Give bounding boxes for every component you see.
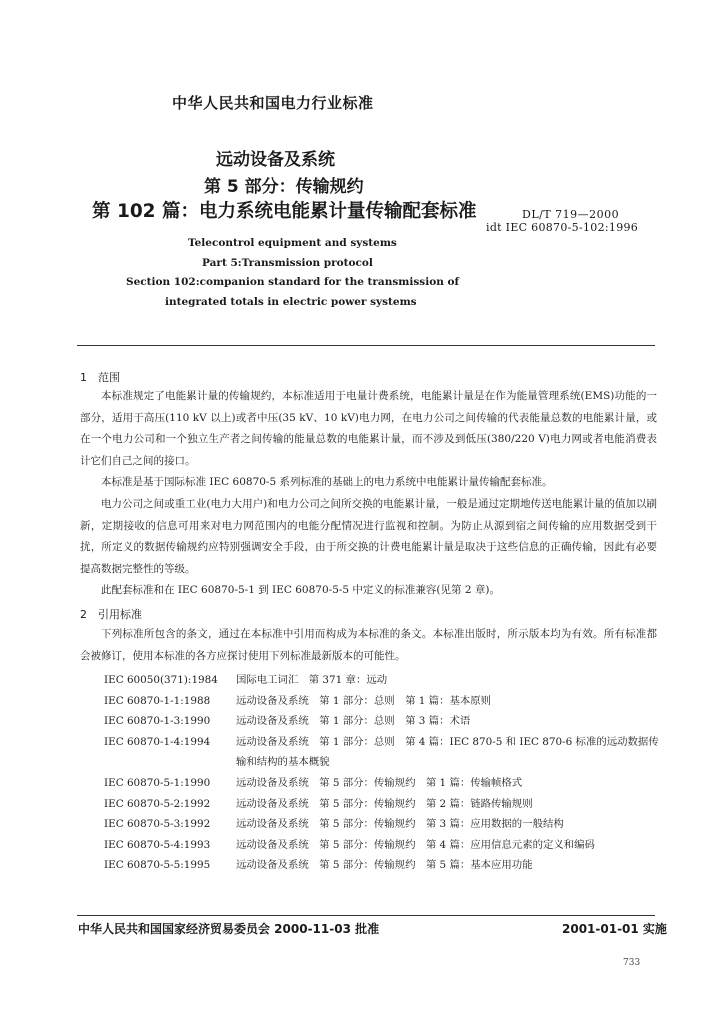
section-title: 引用标准 bbox=[98, 608, 142, 621]
reference-code: IEC 60870-5-2:1992 bbox=[104, 797, 211, 810]
reference-code: IEC 60870-5-3:1992 bbox=[104, 818, 211, 831]
reference-title: 远动设备及系统 第 1 部分：总则 第 1 篇：基本原则 bbox=[236, 694, 492, 707]
reference-title: 国际电工词汇 第 371 章：远动 bbox=[236, 674, 388, 686]
reference-item bbox=[104, 773, 660, 794]
reference-item bbox=[104, 691, 660, 712]
reference-title: 远动设备及系统 第 5 部分：传输规约 第 4 篇：应用信息元素的定义和编码 bbox=[236, 838, 595, 851]
header-divider bbox=[77, 345, 655, 346]
footer-divider bbox=[77, 915, 655, 916]
reference-item bbox=[104, 711, 660, 732]
paragraph: 本标准规定了电能累计量的传输规约，本标准适用于电量计费系统，电能累计量是在作为能量管理系统(EMS)功能的一部分，适用于高压(110 kV 以上)或者中压(35 kV、10 kV)电力网，在电力公司之间传输的代表能量总数的电能累计量，或在一个电力公司和一个独立生产者之间传输的能量总数的电能累计量，而不涉及到低压(380/220 V)电力网或者电能消费表计它们自己之间的接口。 bbox=[80, 390, 657, 467]
reference-list bbox=[104, 670, 660, 876]
reference-title: 远动设备及系统 第 5 部分：传输规约 第 3 篇：应用数据的一般结构 bbox=[236, 818, 564, 831]
reference-code: IEC 60870-1-4:1994 bbox=[104, 735, 211, 748]
reference-title: 远动设备及系统 第 5 部分：传输规约 第 5 篇：基本应用功能 bbox=[236, 859, 533, 872]
reference-code: IEC 60050(371):1984 bbox=[104, 674, 218, 686]
page-number: 733 bbox=[623, 958, 641, 968]
reference-title: 远动设备及系统 第 5 部分：传输规约 第 1 篇：传输帧格式 bbox=[236, 776, 523, 789]
standard-code: DL/T 719—2000 bbox=[522, 208, 620, 221]
reference-item bbox=[104, 670, 660, 691]
reference-title: 远动设备及系统 第 1 部分：总则 第 3 篇：术语 bbox=[236, 715, 471, 728]
title-en-line1: Telecontrol equipment and systems bbox=[188, 237, 397, 249]
title-cn-line3: 第 102 篇：电力系统电能累计量传输配套标准 bbox=[92, 201, 477, 222]
reference-code: IEC 60870-1-1:1988 bbox=[104, 694, 211, 707]
paragraph: 本标准是基于国际标准 IEC 60870-5 系列标准的基础上的电力系统中电能累计量传输配套标准。 bbox=[101, 476, 553, 489]
title-en-line3: Section 102:companion standard for the transmission of bbox=[126, 276, 460, 288]
reference-code: IEC 60870-5-4:1993 bbox=[104, 838, 211, 851]
reference-title: 远动设备及系统 第 1 部分：总则 第 4 篇：IEC 870-5 和 IEC 870-6 标准的远动数据传输和结构的基本概貌 bbox=[236, 735, 659, 769]
section-number: 1 bbox=[80, 371, 87, 384]
reference-item bbox=[104, 732, 660, 773]
reference-item bbox=[104, 855, 660, 876]
industry-standard-heading: 中华人民共和国电力行业标准 bbox=[172, 94, 374, 112]
reference-title: 远动设备及系统 第 5 部分：传输规约 第 2 篇：链路传输规则 bbox=[236, 797, 533, 810]
section-number: 2 bbox=[80, 608, 87, 621]
section-title: 范围 bbox=[98, 371, 120, 384]
implementation-date: 2001-01-01 实施 bbox=[562, 922, 667, 936]
section-1-heading bbox=[80, 369, 120, 385]
paragraph: 电力公司之间或重工业(电力大用户)和电力公司之间所交换的电能累计量，一般是通过定期地传送电能累计量的值加以刷新，定期接收的信息可用来对电力网范围内的电能分配情况进行监视和控制。为防止从源到宿之间传输的应用数据受到干扰，所定义的数据传输规约应特别强调安全手段，由于所交换的计费电能累计量是取决于这些信息的正确传输，因此有必要提高数据完整性的等级。 bbox=[80, 497, 657, 575]
title-cn-line1: 远动设备及系统 bbox=[216, 150, 335, 170]
paragraph: 此配套标准和在 IEC 60870-5-1 到 IEC 60870-5-5 中定义的标准兼容(见第 2 章)。 bbox=[101, 584, 500, 597]
section-1-body bbox=[80, 386, 657, 602]
reference-item bbox=[104, 794, 660, 815]
equivalent-standard-code: idt IEC 60870-5-102:1996 bbox=[486, 221, 639, 234]
title-cn-line2: 第 5 部分：传输规约 bbox=[204, 177, 364, 197]
title-en-line4: integrated totals in electric power systems bbox=[165, 296, 417, 308]
reference-code: IEC 60870-5-1:1990 bbox=[104, 776, 211, 789]
reference-item bbox=[104, 814, 660, 835]
section-2-heading bbox=[80, 606, 142, 622]
paragraph: 下列标准所包含的条文，通过在本标准中引用而构成为本标准的条文。本标准出版时，所示版本均为有效。所有标准都会被修订，使用本标准的各方应探讨使用下列标准最新版本的可能性。 bbox=[80, 628, 657, 662]
approval-line: 中华人民共和国国家经济贸易委员会 2000-11-03 批准 bbox=[78, 922, 380, 936]
reference-item bbox=[104, 835, 660, 856]
reference-code: IEC 60870-1-3:1990 bbox=[104, 715, 211, 728]
title-en-line2: Part 5:Transmission protocol bbox=[202, 257, 373, 269]
reference-code: IEC 60870-5-5:1995 bbox=[104, 859, 211, 872]
section-2-intro bbox=[80, 624, 657, 667]
